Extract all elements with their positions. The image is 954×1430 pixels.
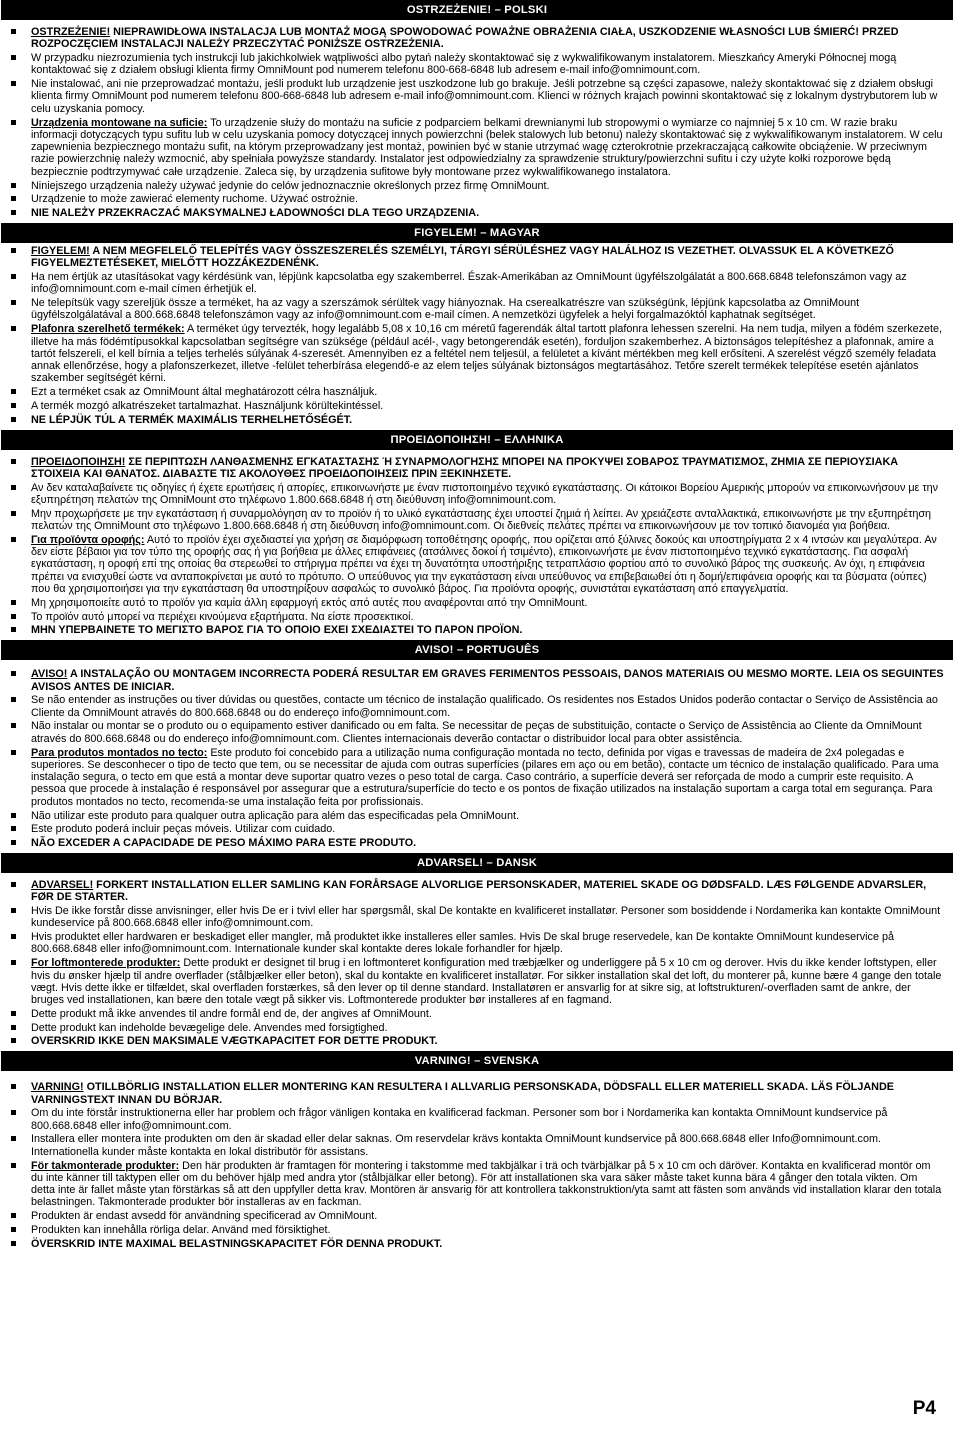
- warning-text: OTILLBÖRLIG INSTALLATION ELLER MONTERING KAN RESULTERA I ALLVARLIG PERSONSKADA, DÖDSFALL ELLER MATERIELL SKADA. LÄS FÖLJANDE VARNINGSTEXT INNAN DU BÖRJAR.: [31, 1081, 894, 1106]
- warning-text: A INSTALAÇÃO OU MONTAGEM INCORRECTA PODERÁ RESULTAR EM GRAVES FERIMENTOS PESSOAIS, DANOS MATERIAIS OU MESMO MORTE. LEIA OS SEGUINTES AVISOS ANTES DE INICIAR.: [31, 668, 944, 693]
- warning-item: [8, 1210, 944, 1222]
- warning-item: [8, 245, 944, 270]
- warning-text: Μη χρησιμοποιείτε αυτό το προϊόν για καμία άλλη εφαρμογή εκτός από αυτές που αναφέρονται από την OmniMount.: [31, 596, 588, 609]
- warning-text: FORKERT INSTALLATION ELLER SAMLING KAN FORÅRSAGE ALVORLIGE PERSONSKADER, MATERIEL SKADE OG DØDSFALD. LÆS FØLGENDE ADVARSLER, FØR DE STARTER.: [31, 878, 927, 904]
- warning-lead: VARNING!: [31, 1081, 84, 1094]
- warning-text: Μην προχωρήσετε με την εγκατάσταση ή συναρμολόγηση αν το προϊόν ή το υλικό εγκατάστασης έχει υποστεί ζημιά ή λείπει. Αν χρειάζεστε ανταλλακτικά, επικοινωνήστε με την εξυπηρέτηση πελατών της OmniMount στο τηλέφωνο 1.800.668.6848 ή στη διεύθυνση info@omnimount.com. Οι διεθνείς πελάτες πρέπει να επικοινωνήσουν με τον τοπικό διανομέα για βοήθεια.: [31, 507, 932, 533]
- warning-list: [0, 873, 954, 1051]
- warning-text: Ne telepítsük vagy szereljük össze a terméket, ha az vagy a szerszámok sérültek vagy hiányoznak. Ha cserealkatrészre van szükségünk, lépjünk kapcsolatba az OmniMount ügyfélszolgálatával a 800.668.6848 telefonszámon vagy az info@omnimount.com e-mail címen. A nemzetközi ügyfelek a helyi forgalmazóktól kaphatnak segítséget.: [31, 297, 860, 322]
- warning-item: [8, 1133, 944, 1158]
- warning-item: [8, 905, 944, 930]
- warning-item: [8, 508, 944, 533]
- warning-item: [8, 597, 944, 609]
- warning-item: [8, 694, 944, 719]
- warning-item: [8, 624, 944, 636]
- warning-item: [8, 297, 944, 322]
- warning-item: [8, 26, 944, 51]
- warning-text: Niniejszego urządzenia należy używać jedynie do celów jednoznacznie określonych przez firmę OmniMount.: [31, 179, 550, 192]
- warning-text: NÃO EXCEDER A CAPACIDADE DE PESO MÁXIMO PARA ESTE PRODUTO.: [31, 837, 417, 850]
- warning-text: Se não entender as instruções ou tiver dúvidas ou questões, contacte um técnico de instalação qualificado. Os residentes nos Estados Unidos poderão contactar o Serviço de Assistência ao Cliente da OmniMount através do 800.668.6848 ou do endereço info@omnimount.com.: [31, 694, 938, 719]
- warning-text: ÖVERSKRID INTE MAXIMAL BELASTNINGSKAPACITET FÖR DENNA PRODUKT.: [31, 1237, 443, 1250]
- warning-item: [8, 747, 944, 808]
- warning-text: ΣΕ ΠΕΡΙΠΤΩΣΗ ΛΑΝΘΑΣΜΕΝΗΣ ΕΓΚΑΤΑΣΤΑΣΗΣ Ή ΣΥΝΑΡΜΟΛΟΓΗΣΗΣ ΜΠΟΡΕΙ ΝΑ ΠΡΟΚΥΨΕΙ ΣΟΒΑΡΟΣ ΤΡΑΥΜΑΤΙΣΜΟΣ, ΖΗΜΙΑ ΣΕ ΠΕΡΙΟΥΣΙΑΚΑ ΣΤΟΙΧΕΙΑ ΚΑΙ ΘΑΝΑΤΟΣ. ΔΙΑΒΑΣΤΕ ΤΙΣ ΑΚΟΛΟΥΘΕΣ ΠΡΟΕΙΔΟΠΟΙΗΣΕΙΣ ΠΡΙΝ ΞΕΚΙΝΗΣΕΤΕ.: [31, 455, 899, 480]
- warning-text: Este produto foi concebido para a utilização numa configuração montada no tecto, definida por vigas e travessas de madeira de 2x4 polegadas e superiores. Se desconhecer o tipo de tecto que tem, ou se necessitar de ajuda com outras superfícies (pilares em aço ou em betão), contacte um técnico de instalação qualificado. Para uma instalação segura, o tecto em que está a montar deve suportar quatro vezes o peso total de carga. Caso contrário, a superfície deverá ser reforçada de modo a cumprir este requisito. A pessoa que procede à instalação é responsável por assegurar que a estrutura/superfície do tecto e os pontos de fixação utilizados na instalação suportam a carga total em segurança. Para produtos montados no tecto, recomenda-se uma instalação feita por profissionais.: [31, 746, 939, 808]
- section-header: VARNING! – SVENSKA: [1, 1051, 953, 1071]
- warning-text: ΜΗΝ ΥΠΕΡΒΑΙΝΕΤΕ ΤΟ ΜΕΓΙΣΤΟ ΒΑΡΟΣ ΓΙΑ ΤΟ ΟΠΟΙΟ ΕΧΕΙ ΣΧΕΔΙΑΣΤΕΙ ΤΟ ΠΑΡΟΝ ΠΡΟΪΟΝ.: [31, 624, 523, 637]
- warning-lead: FIGYELEM!: [31, 244, 90, 257]
- warning-item: [8, 1081, 944, 1106]
- warning-item: [8, 611, 944, 623]
- warning-item: [8, 931, 944, 956]
- warning-text: Nie instalować, ani nie przeprowadzać montażu, jeśli produkt lub urządzenie jest uszkodzone lub go brakuje. Jeśli potrzebne są części zapasowe, należy skontaktować się z działem obsługi klienta firmy OmniMount pod numerem telefonu 800-668-6848 lub adresem e-mail info@omnimount.com. Klienci w różnych krajach powinni skontaktować się z lokalnym dystrybutorem lub w celu uzyskania pomocy.: [31, 78, 938, 115]
- warning-text: Hvis De ikke forstår disse anvisninger, eller hvis De er i tvivl eller har spørgsmål, skal De kontakte en kvalificeret installatør. Personer som bosiddende i Nordamerika kan kontakte OmniMount kundeservice på 800.668.6848 eller info@omnimount.com.: [31, 905, 941, 930]
- warning-item: [8, 879, 944, 904]
- warning-item: [8, 386, 944, 398]
- warning-text: Ezt a terméket csak az OmniMount által meghatározott célra használjuk.: [31, 386, 378, 399]
- warning-item: [8, 117, 944, 178]
- section-header: ΠΡΟΕΙΔΟΠΟΙΗΣΗ! – ΕΛΛΗΝΙΚΑ: [1, 430, 953, 450]
- warning-item: [8, 1022, 944, 1034]
- warning-text: Αυτό το προϊόν έχει σχεδιαστεί για χρήση σε διαμόρφωση τοποθέτησης οροφής, που ορίζεται από ξύλινες δοκούς και υποστηρίγματα 2 x 4 ιντσών και μεγαλύτερα. Αν δεν είστε βέβαιοι για τον τύπο της οροφής σας ή για βοήθεια με άλλες επιφάνειες (ατσάλινες δοκοί ή τσιμέντο), επικοινωνήστε με έναν πιστοποιημένο τεχνικό εγκατάστασης. Για ασφαλή εγκατάσταση, η οροφή επί της οποίας θα στερεωθεί το στήριγμα πρέπει να έχει τη δυνατότητα υποστήριξης τετραπλάσιο φορτίου από το συνολικό βάρος της συσκευής. Αν όχι, η επιφάνεια πρέπει να ενισχυθεί ώστε να ανταποκρίνεται με αυτό το πρότυπο. Ο υπεύθυνος για την εγκατάσταση είναι υπεύθυνος να επιβεβαιωθεί ότι η δομή/επιφάνεια οροφής και τα βύσματα (ούπες) που θα χρησιμοποιήσει για την εγκατάσταση θα υποστηρίξουν ασφαλώς το συνολικό βάρος. Για προϊόντα οροφής, συνιστάται εγκατάσταση από επαγγελματία.: [31, 533, 937, 596]
- warning-text: NE LÉPJÜK TÚL A TERMÉK MAXIMÁLIS TERHELHETŐSÉGÉT.: [31, 413, 353, 426]
- warning-text: Installera eller montera inte produkten om den är skadad eller delar saknas. Om reservdelar krävs kontakta OmniMount kundservice på 800.668.6848 eller Info@omnimount.com. Internationella kunder måste kontakta en lokal distributör för assistans.: [31, 1133, 881, 1158]
- page-number: P4: [912, 1398, 936, 1419]
- warning-text: Produkten är endast avsedd för användning specificerad av OmniMount.: [31, 1210, 378, 1223]
- section-header: AVISO! – PORTUGUÊS: [1, 640, 953, 660]
- warning-section: [0, 430, 954, 641]
- warning-item: [8, 323, 944, 384]
- warning-text: Το προϊόν αυτό μπορεί να περιέχει κινούμενα εξαρτήματα. Να είστε προσεκτικοί.: [31, 610, 414, 623]
- warning-item: [8, 837, 944, 849]
- warning-text: OVERSKRID IKKE DEN MAKSIMALE VÆGTKAPACITET FOR DETTE PRODUKT.: [31, 1035, 438, 1048]
- warning-item: [8, 78, 944, 115]
- warning-item: [8, 193, 944, 205]
- warning-section: [0, 640, 954, 853]
- warning-text: Den här produkten är framtagen för montering i takstomme med takbjälkar i trä och tvärbjälkar på 5 x 10 cm och däröver. Kontakta en kvalificerad montör om du inte känner till taktypen eller om du behöver hjälp med andra ytor (stålbjälkar eller betong). För att installationen ska vara säker måste taket kunna bära 4 gånger den totala vikten. Om detta inte är fallet måste ytan förstärkas så att den uppfyller detta krav. Montören är ansvarig för att kontrollera takkonstruktion/yta samt att fästen som används vid installation klarar den totala belastningen. Takmonterade produkter bör installeras av en fackman.: [31, 1159, 942, 1209]
- warning-list: [0, 450, 954, 641]
- warning-lead: Για προϊόντα οροφής:: [31, 533, 145, 546]
- warning-section: [0, 853, 954, 1051]
- warning-lead: ADVARSEL!: [31, 878, 94, 891]
- warning-text: To urządzenie służy do montażu na suficie z podparciem belkami drewnianymi lub stropowymi o wymiarze co najmniej 5 x 10 cm. W razie braku informacji dotyczących typu sufitu lub w celu uzyskania pomocy dotyczącej innych powierzchni (belek stalowych lub betonu) należy skontaktować się z wykwalifikowanym instalatorem. W celu zapewnienia bezpiecznego montażu sufit, na którym przeprowadzany jest montaż, powinien być w stanie utrzymać wagę czterokrotnie przekraczającą całkowite obciążenie. W przeciwnym razie powierzchnię należy wzmocnić, aby spełniała powyższe standardy. Instalator jest odpowiedzialny za sprawdzenie struktury/powierzchni sufitu i czy użyte kołki rozporowe będą bezpiecznie podtrzymywać całe urządzenie. Zaleca się, by urządzenia sufitowe były montowane przez wykwalifikowanego instalatora.: [31, 116, 943, 178]
- warning-item: [8, 823, 944, 835]
- warning-text: Dette produkt kan indeholde bevægelige dele. Anvendes med forsigtighed.: [31, 1021, 388, 1034]
- warning-list: [0, 243, 954, 430]
- warning-item: [8, 1008, 944, 1020]
- section-header: ADVARSEL! – DANSK: [1, 853, 953, 873]
- warning-text: A terméket úgy tervezték, hogy legalább 5,08 x 10,16 cm méretű fagerendák által tartott plafonra lehessen szerelni. Ha nem tudja, milyen a födém szerkezete, illetve ha más födémtípusokkal kapcsolatban segítségre van szüksége (például acél-, vagy betongerendák esetén), forduljon szakemberhez. A biztonságos telepítéshez a plafonnak, amire a tartót felszereli, el kell bírnia a teljes terhelés súlyának 4-szeresét. Amennyiben ez a feltétel nem teljesül, a felületet a kívánt mértékben meg kell erősíteni. A szerelést végző személy feladata annak ellenőrzése, hogy a plafonszerkezet, illetve -felület teherbírása elegendő-e az elem teljes súlyának biztonságos megtartásához. Tetőre szerelt termékek telepítése esetén ajánlatos szakember segítségét kérni.: [31, 323, 943, 385]
- warning-item: [8, 456, 944, 481]
- warning-text: Dette produkt må ikke anvendes til andre formål end de, der angives af OmniMount.: [31, 1007, 432, 1020]
- warning-item: [8, 180, 944, 192]
- warning-item: [8, 810, 944, 822]
- warning-item: [8, 1160, 944, 1209]
- warning-item: [8, 957, 944, 1006]
- warning-lead: Para produtos montados no tecto:: [31, 746, 208, 759]
- warning-lead: Plafonra szerelhető termékek:: [31, 323, 185, 336]
- warning-text: Este produto poderá incluir peças móveis. Utilizar com cuidado.: [31, 823, 336, 836]
- warning-list: [0, 1071, 954, 1253]
- warning-lead: Urządzenia montowane na suficie:: [31, 116, 208, 129]
- warning-section: [0, 0, 954, 223]
- warning-text: Ha nem értjük az utasításokat vagy kérdésünk van, lépjünk kapcsolatba egy szakemberrel. Észak-Amerikában az OmniMount ügyfélszolgálatát a 800.668.6848 telefonszámon vagy az info@omnimount.com e-mail címen érhetjük el.: [31, 271, 907, 296]
- warning-item: [8, 482, 944, 507]
- warning-item: [8, 720, 944, 745]
- section-header: FIGYELEM! – MAGYAR: [1, 223, 953, 243]
- section-header: OSTRZEŻENIE! – POLSKI: [1, 0, 953, 20]
- warning-lead: ΠΡΟΕΙΔΟΠΟΙΗΣΗ!: [31, 455, 126, 468]
- warning-item: [8, 52, 944, 77]
- warning-text: Om du inte förstår instruktionerna eller har problem och frågor vänligen kontaka en kvalificerad fackman. Personer som bor i Nordamerika kan kontakta OmniMount kundservice på 800.668.6848 eller info@omnimount.com.: [31, 1107, 888, 1132]
- warning-text: W przypadku niezrozumienia tych instrukcji lub jakichkolwiek wątpliwości albo pytań należy skontaktować się z wykwalifikowanym instalatorem. Mieszkańcy Ameryki Północnej mogą kontaktować się z działem obsługi klienta firmy OmniMount pod numerem telefonu 800-668-6848 lub adresem e-mail info@omnimount.com.: [31, 52, 897, 77]
- warning-text: Não utilizar este produto para qualquer outra aplicação para além das especificadas pela OmniMount.: [31, 809, 519, 822]
- warning-list: [0, 660, 954, 853]
- warning-item: [8, 400, 944, 412]
- warning-lead: For loftmonterede produkter:: [31, 957, 181, 970]
- warning-text: Não instalar ou montar se o produto ou o equipamento estiver danificado ou em falta. Se necessitar de peças de substituição, contacte o Serviço de Assistência ao Cliente da OmniMount através do 800.668.6848 ou do endereço info@omnimount.com. Clientes internacionais deverão contactar o distribuidor local para obter assistência.: [31, 720, 922, 745]
- warning-text: Hvis produktet eller hardwaren er beskadiget eller mangler, må produktet ikke installeres eller samles. Hvis De skal bruge reservedele, kan De kontakte OmniMount kundeservice på 800.668.6848 eller info@omnimount.com. Internationale kunder skal kontakte deres lokale forhandler for hjælp.: [31, 931, 894, 956]
- warning-list: [0, 20, 954, 223]
- warning-section: [0, 1051, 954, 1253]
- warning-item: [8, 1224, 944, 1236]
- warning-text: Αν δεν καταλαβαίνετε τις οδηγίες ή έχετε ερωτήσεις ή απορίες, επικοινωνήστε με έναν πιστοποιημένο τεχνικό εγκατάστασης. Οι κάτοικοι Βορείου Αμερικής μπορούν να επικοινωνήσουν με την εξυπηρέτηση πελατών της OmniMount στο τηλέφωνο 1.800.668.6848 ή στη διεύθυνση info@omnimount.com.: [31, 481, 939, 506]
- warning-text: NIEPRAWIDŁOWA INSTALACJA LUB MONTAŻ MOGĄ SPOWODOWAĆ POWAŻNE OBRAŻENIA CIAŁA, USZKODZENIE WŁASNOŚCI LUB ŚMIERĆ! PRZED ROZPOCZĘCIEM INSTALACJI NALEŻY PRZECZYTAĆ PONIŻSZE OSTRZEŻENIA.: [31, 26, 899, 51]
- warning-lead: OSTRZEŻENIE!: [31, 26, 111, 38]
- warning-text: Produkten kan innehålla rörliga delar. Använd med försiktighet.: [31, 1224, 331, 1237]
- warning-item: [8, 668, 944, 693]
- warning-text: Urządzenie to może zawierać elementy ruchome. Używać ostrożnie.: [31, 193, 359, 206]
- warning-item: [8, 207, 944, 219]
- warning-text: A termék mozgó alkatrészeket tartalmazhat. Használjunk körültekintéssel.: [31, 400, 384, 413]
- warning-text: Dette produkt er designet til brug i en loftmonteret konfiguration med træbjælker og underliggere på 5 x 10 cm og derover. Hvis du ikke kender loftstypen, eller hvis du ønsker hjælp til andre overflader (stålbjælker eller beton), skal du kontakte en kvalificeret installatør. For sikker installation skal det loft, du monterer på, kunne bære 4 gange den totale vægt. Hvis dette ikke er tilfældet, skal overfladen forstærkes, så den lever op til denne standard. Installatøren er ansvarlig for at sikre sig, at loftstrukturen/-overfladen samt de ankre, der bruges ved installationen, kan bære den totale vægt på sikker vis. Loftmonterede produkter bør installeres af en fagmand.: [31, 957, 942, 1007]
- warning-item: [8, 1107, 944, 1132]
- warning-text: NIE NALEŻY PRZEKRACZAĆ MAKSYMALNEJ ŁADOWNOŚCI DLA TEGO URZĄDZENIA.: [31, 207, 480, 220]
- warning-lead: AVISO!: [31, 668, 68, 681]
- warning-text: A NEM MEGFELELŐ TELEPÍTÉS VAGY ÖSSZESZERELÉS SZEMÉLYI, TÁRGYI SÉRÜLÉSHEZ VAGY HALÁLHOZ IS VEZETHET. OLVASSUK EL A KÖVETKEZŐ FIGYELMEZTETÉSEKET, MIELŐTT HOZZÁKEZDENÉNK.: [31, 244, 894, 270]
- warning-section: [0, 223, 954, 430]
- warning-lead: För takmonterade produkter:: [31, 1159, 180, 1172]
- warning-item: [8, 534, 944, 595]
- warning-item: [8, 1035, 944, 1047]
- warning-item: [8, 271, 944, 296]
- warning-item: [8, 414, 944, 426]
- warning-item: [8, 1238, 944, 1250]
